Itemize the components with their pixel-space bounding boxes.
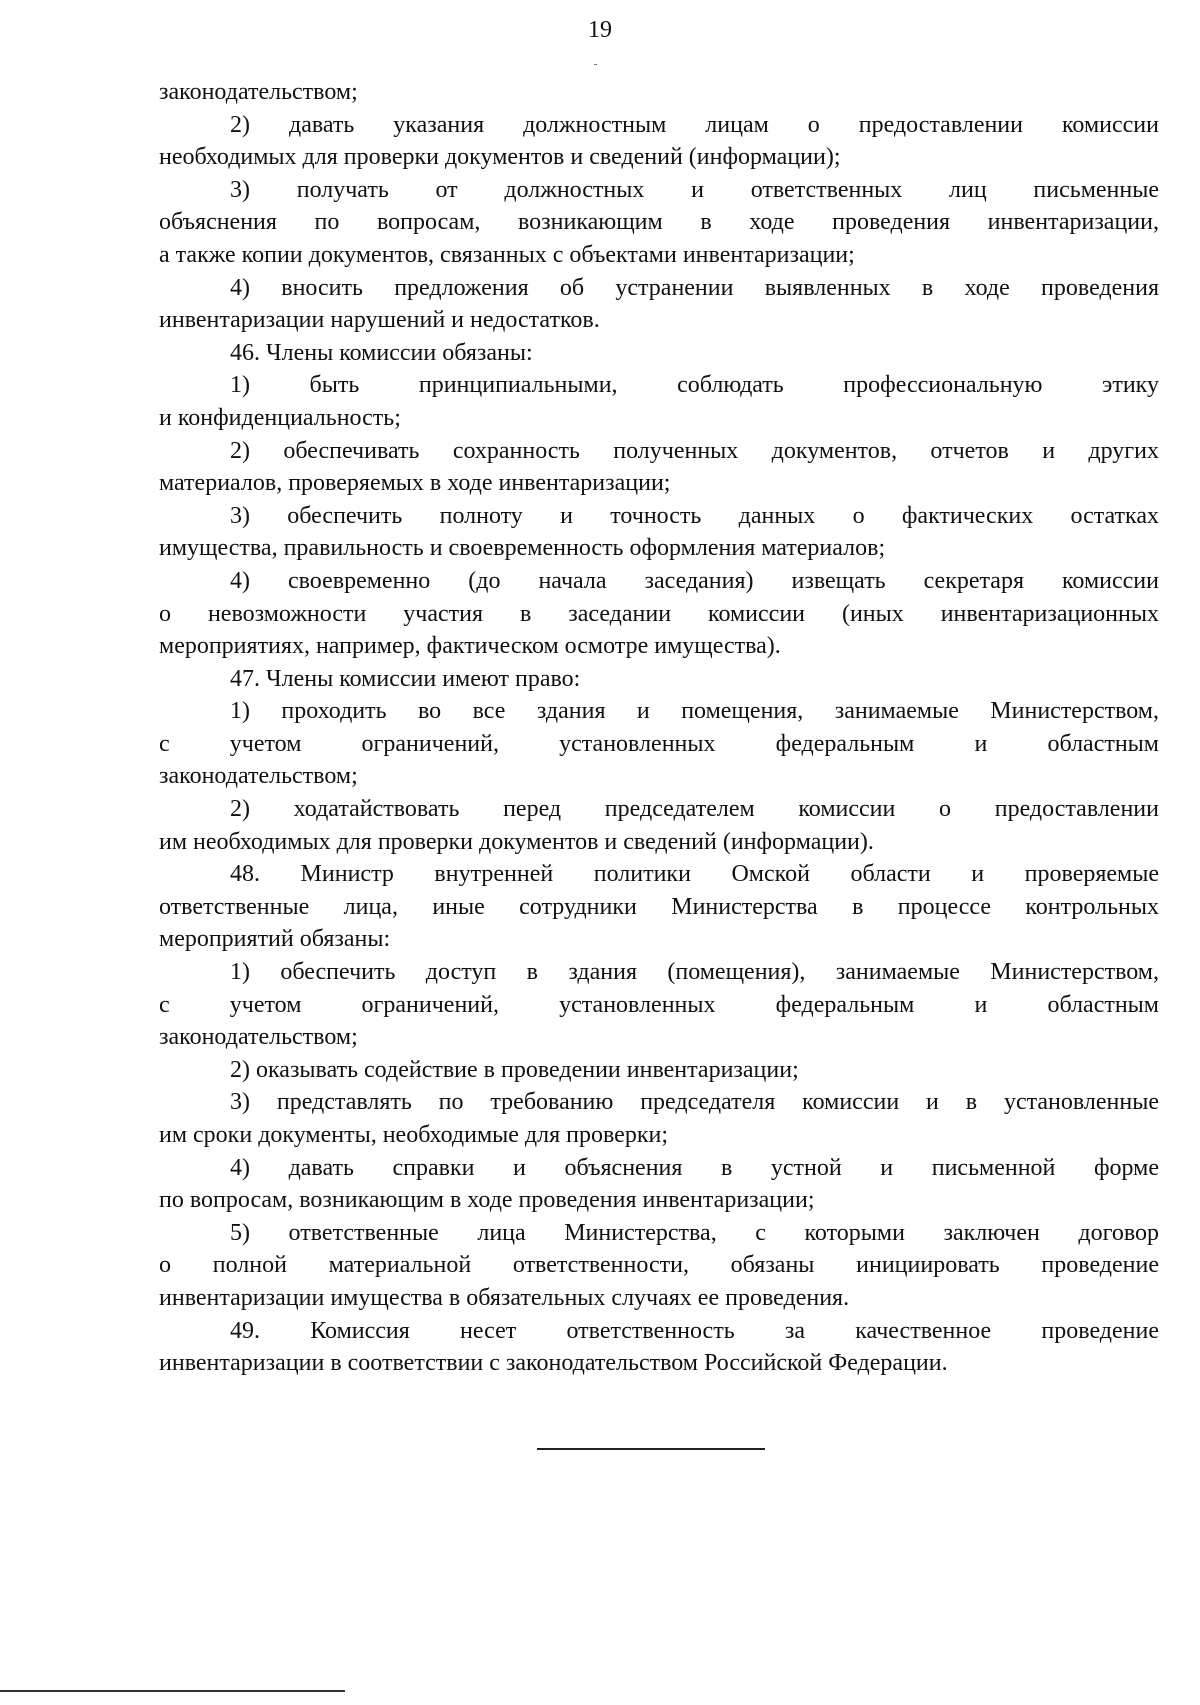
text-line: 46. Члены комиссии обязаны: <box>230 339 533 366</box>
text-line: и конфиденциальность; <box>159 404 401 431</box>
text-line: 4) вносить предложения об устранении выявленных в ходе проведения <box>230 274 1159 301</box>
end-of-text-rule <box>537 1448 765 1450</box>
document-body <box>159 76 1159 1380</box>
text-line: им сроки документы, необходимые для проверки; <box>159 1122 668 1148</box>
text-line: о полной материальной ответственности, обязаны инициировать проведение <box>159 1252 1159 1279</box>
text-line: 2) оказывать содействие в проведении инвентаризации; <box>230 1056 799 1083</box>
text-line: 47. Члены комиссии имеют право: <box>230 665 581 692</box>
text-line: 3) представлять по требованию председателя комиссии и в установленные <box>230 1089 1159 1116</box>
text-line: законодательством; <box>159 1024 358 1051</box>
text-line: с учетом ограничений, установленных федеральным и областным <box>159 730 1159 757</box>
text-line: необходимых для проверки документов и сведений (информации); <box>159 144 841 171</box>
text-line: материалов, проверяемых в ходе инвентаризации; <box>159 470 671 497</box>
text-line: 4) давать справки и объяснения в устной и письменной форме <box>230 1154 1159 1181</box>
text-line: по вопросам, возникающим в ходе проведения инвентаризации; <box>159 1187 815 1214</box>
text-line: с учетом ограничений, установленных федеральным и областным <box>159 991 1159 1018</box>
text-line: ответственные лица, иные сотрудники Министерства в процессе контрольных <box>159 893 1159 920</box>
text-line: 1) проходить во все здания и помещения, занимаемые Министерством, <box>230 698 1159 725</box>
text-line: имущества, правильность и своевременность оформления материалов; <box>159 535 886 562</box>
text-line: инвентаризации имущества в обязательных случаях ее проведения. <box>159 1284 850 1311</box>
text-line: им необходимых для проверки документов и сведений (информации). <box>159 828 874 855</box>
text-line: инвентаризации в соответствии с законодательством Российской Федерации. <box>159 1350 948 1377</box>
text-line: законодательством; <box>159 79 358 105</box>
text-line: 2) ходатайствовать перед председателем комиссии о предоставлении <box>230 796 1159 823</box>
text-line: 49. Комиссия несет ответственность за качественное проведение <box>230 1317 1159 1344</box>
text-line: 4) своевременно (до начала заседания) извещать секретаря комиссии <box>230 567 1159 594</box>
text-line: 1) быть принципиальными, соблюдать профессиональную этику <box>230 372 1159 399</box>
scan-mark <box>594 64 597 65</box>
page-number: 19 <box>588 17 612 43</box>
text-line: 2) обеспечивать сохранность полученных документов, отчетов и других <box>230 437 1159 464</box>
text-line: 48. Министр внутренней политики Омской области и проверяемые <box>230 861 1159 888</box>
text-line: 3) обеспечить полноту и точность данных о фактических остатках <box>230 502 1159 529</box>
text-line: инвентаризации нарушений и недостатков. <box>159 307 600 334</box>
text-line: законодательством; <box>159 763 358 790</box>
text-line: мероприятиях, например, фактическом осмотре имущества). <box>159 633 781 660</box>
text-line: о невозможности участия в заседании комиссии (иных инвентаризационных <box>159 600 1159 627</box>
text-line: объяснения по вопросам, возникающим в ходе проведения инвентаризации, <box>159 209 1159 236</box>
text-line: а также копии документов, связанных с объектами инвентаризации; <box>159 241 855 268</box>
text-line: 5) ответственные лица Министерства, с которыми заключен договор <box>230 1219 1159 1246</box>
text-line: 2) давать указания должностным лицам о предоставлении комиссии <box>230 111 1159 138</box>
text-line: 1) обеспечить доступ в здания (помещения), занимаемые Министерством, <box>230 959 1159 986</box>
footer-rule <box>0 1690 345 1692</box>
text-line: 3) получать от должностных и ответственных лиц письменные <box>230 176 1159 203</box>
text-line: мероприятий обязаны: <box>159 926 391 953</box>
